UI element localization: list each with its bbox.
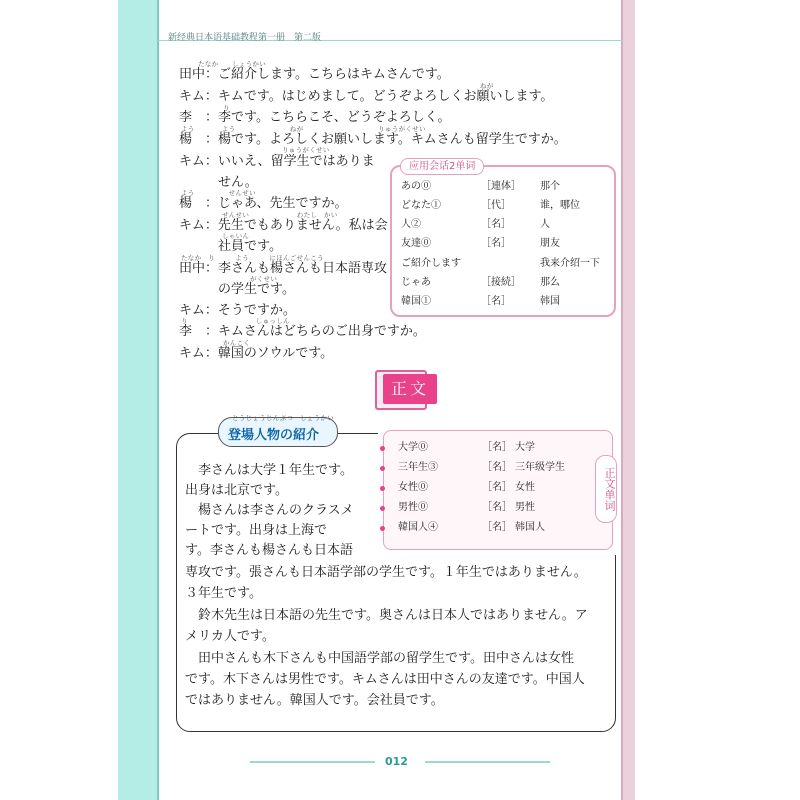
vocab-word: 男性⓪ [398,502,428,513]
dialogue-line: キム：キムです。はじめまして。どうぞよろしくお願いします。 [179,89,554,104]
ruby: よう せんせい [181,189,256,197]
vocab-meaning: 男性 [515,502,535,513]
vocab-meaning: 女性 [515,482,535,493]
passage-line: 専攻です。張さんも日本語学部の学生です。１年生ではありません。 [185,565,587,580]
vocab-pos: ［名］ [481,219,511,230]
ruby: ねが [480,82,494,90]
passage-line: です。木下さんは男性です。キムさんは田中さんの友達です。中国人 [185,672,585,687]
vocab-pos: ［名］ [481,296,511,307]
passage-line: ではありません。韓国人です。会社員です。 [185,693,444,708]
passage-line: ３年生です。 [185,586,262,601]
page-number: 012 [385,755,408,768]
dialogue-line: キム：そうですか。 [179,303,296,318]
dialogue-line: の学生です。 [179,282,295,297]
vocab-word: じゃあ [401,277,431,288]
dialogue-line: 田中：李さんも楊さんも日本語専攻 [179,261,388,276]
dialogue-line: キム：先生でもありません。私は会 [179,218,388,233]
dialogue-line: キム：いいえ、留学生ではありま [179,154,375,169]
ruby: たなか しょうかい [198,60,266,68]
passage-line: 鈴木先生は日本語の先生です。奥さんは日本人ではありません。ア [185,608,588,623]
vocab-meaning: 大学 [515,442,535,453]
cast-banner-title: 登場人物の紹介 [228,428,320,443]
vocab-word: 大学⓪ [398,442,428,453]
vocab-pos: ［連体］ [481,181,521,192]
bullet-dot [380,486,385,491]
vocab-word: ご紹介します [401,258,461,269]
vocab-pos: ［名］ [482,442,512,453]
vocab-word: どなた① [401,200,441,211]
vocab-meaning: 韩国 [540,296,560,307]
passage-line: す。李さんも楊さんも日本語 [185,543,353,558]
vocab-meaning: 那个 [540,181,560,192]
bullet-dot [380,526,385,531]
vocab-meaning: 朋友 [540,238,560,249]
ruby: がくせい [250,275,278,283]
passage-line: 李さんは大学１年生です。 [185,463,353,478]
vocab-meaning: 那么 [540,277,560,288]
vocab-meaning: 谁，哪位 [540,200,580,211]
dialogue-line: 田中：ご紹介します。こちらはキムさんです。 [179,67,450,82]
left-margin-band [118,0,158,800]
passage-line: 田中さんも木下さんも中国語学部の留学生です。田中さんは女性 [185,651,574,666]
footer-rule-right [425,761,550,763]
ruby: たなか り よう にほんごせんこう [181,254,324,262]
dialogue-line: 李 ：李です。こちらこそ、どうぞよろしく。 [179,110,451,125]
ruby: せんせい わたし かい [222,211,338,219]
ruby: り しゅっしん [181,317,290,325]
vocab-meaning: 人 [540,219,550,230]
ruby: かんこく [223,339,251,347]
section-title: 正文 [383,374,437,404]
right-margin-band [623,0,635,800]
passage-line: メリカ人です。 [185,629,275,644]
vocab-pos: ［名］ [482,502,512,513]
vocab-word: 人② [401,219,421,230]
vocab-word: 韓国① [401,296,431,307]
vocab-word: 三年生③ [398,462,438,473]
ruby: りゅうがくせい [282,146,330,154]
vocab-pos: ［名］ [482,462,512,473]
vocab-word: 女性⓪ [398,482,428,493]
vocab-word: 韓国人④ [398,522,438,533]
bullet-dot [380,446,385,451]
ruby: り [223,104,230,112]
vocab-meaning: 我来介绍一下 [540,258,600,269]
vocab-pos: ［名］ [481,238,511,249]
passage-line: ートです。出身は上海で [185,523,327,538]
vocab-word: あの⓪ [401,181,431,192]
vocab-box-side-label: 正文单词 [595,455,617,523]
dialogue-line: せん。 [179,175,258,190]
vocab-pos: ［代］ [481,200,511,211]
footer-rule-left [250,761,375,763]
dialogue-line: キム：韓国のソウルです。 [179,346,334,361]
vocab-meaning: 三年级学生 [515,462,565,473]
ruby: とうじょうじんぶつ しょうかい [232,414,334,422]
bullet-dot [380,466,385,471]
dialogue-line: 楊 ：じゃあ、先生ですか。 [179,196,348,211]
right-margin-line [621,0,623,800]
vocab-pos: ［接続］ [481,277,521,288]
vocab-pos: ［名］ [482,482,512,493]
dialogue-line: 李 ：キムさんはどちらのご出身ですか。 [179,324,426,339]
running-head: 新经典日本语基础教程第一册 第二版 [168,33,322,43]
left-margin-line [157,0,159,800]
vocab-pos: ［名］ [482,522,512,533]
passage-line: 楊さんは李さんのクラスメ [185,503,354,518]
dialogue-line: 楊 ：楊です。よろしくお願いします。キムさんも留学生ですか。 [179,132,567,147]
ruby: しゃいん [222,232,250,240]
vocab-meaning: 韩国人 [515,522,545,533]
vocab-box-title: 应用会话2单词 [400,158,484,175]
vocab-word: 友達⓪ [401,238,431,249]
ruby: よう よう ねが りゅうがくせい [181,125,426,133]
bullet-dot [380,506,385,511]
dialogue-line: 社員です。 [179,239,282,254]
passage-line: 出身は北京です。 [185,483,288,498]
